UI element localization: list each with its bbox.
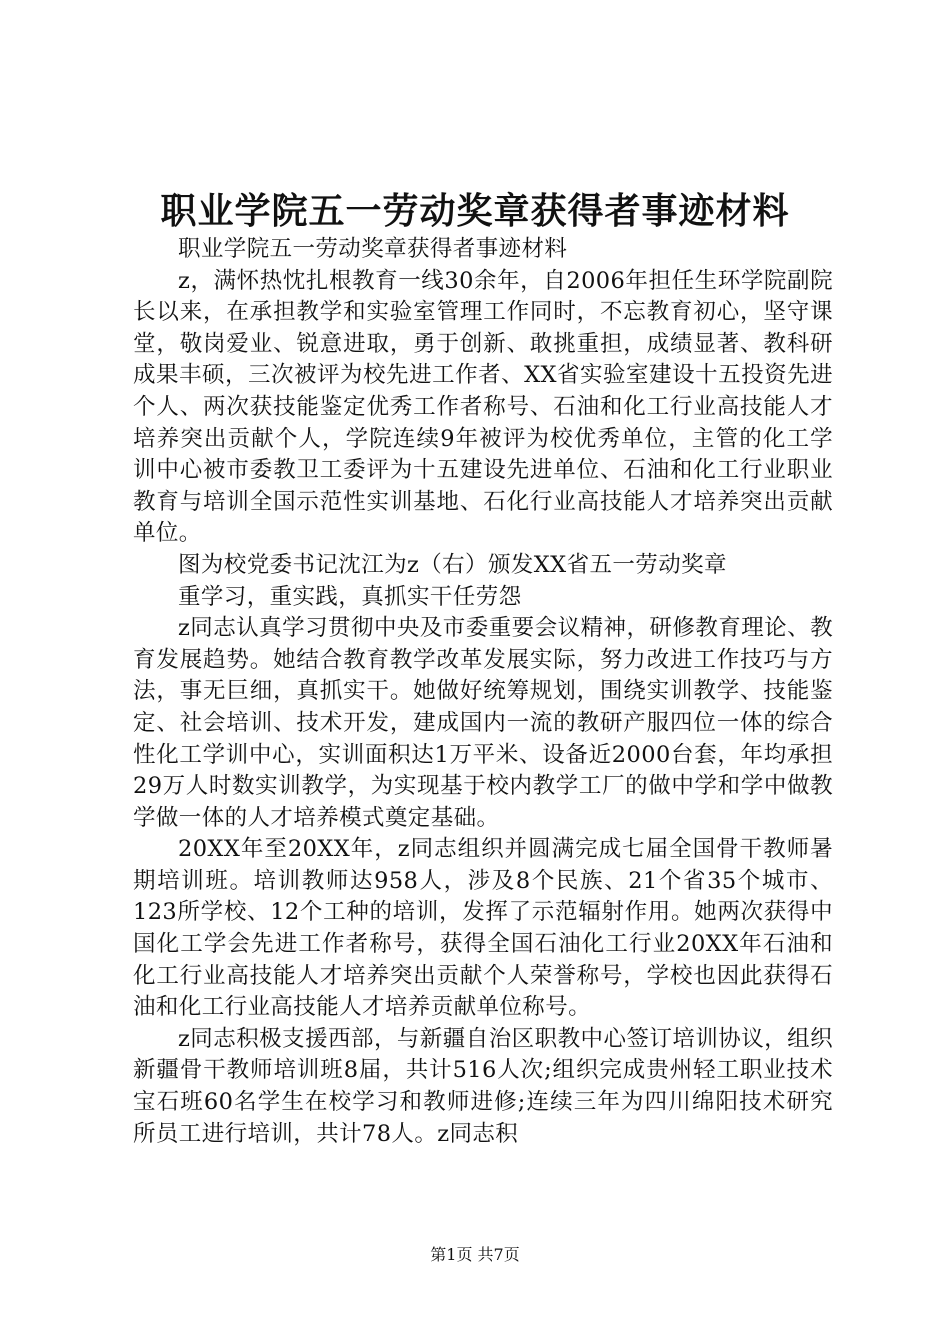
page-footer: 第1页 共7页 xyxy=(430,1245,520,1264)
paragraph-subtitle: 职业学院五一劳动奖章获得者事迹材料 xyxy=(178,236,568,262)
document-title: 职业学院五一劳动奖章获得者事迹材料 xyxy=(160,190,790,232)
paragraph-training-classes: 20XX年至20XX年，z同志组织并圆满完成七届全国骨干教师暑期培训班。培训教师达958人，涉及8个民族、21个省35个城市、123所学校、12个工种的培训，发挥了示范辐射作用。她两次获得中国化工学会先进工作者称号，获得全国石油化工行业20XX年石油和化工行业高技能人才培养突出贡献个人荣誉称号，学校也因此获得石油和化工行业高技能人才培养贡献单位称号。 xyxy=(133,836,833,1021)
paragraph-photo-caption: 图为校党委书记沈江为z（右）颁发XX省五一劳动奖章 xyxy=(178,551,727,578)
paragraph-support-west: z同志积极支援西部，与新疆自治区职教中心签订培训协议，组织新疆骨干教师培训班8届，共计516人次;组织完成贵州轻工职业技术宝石班60名学生在校学习和教师进修;连续三年为四川绵阳技术研究所员工进行培训，共计78人。z同志积 xyxy=(133,1025,833,1147)
document-body xyxy=(133,234,833,1150)
paragraph-study-practice: z同志认真学习贯彻中央及市委重要会议精神，研修教育理论、教育发展趋势。她结合教育教学改革发展实际，努力改进工作技巧与方法，事无巨细，真抓实干。她做好统筹规划，围绕实训教学、技能鉴定、社会培训、技术开发，建成国内一流的教研产服四位一体的综合性化工学训中心，实训面积达1万平米、设备近2000台套，年均承担29万人时数实训教学，为实现基于校内教学工厂的做中学和学中做教学做一体的人才培养模式奠定基础。 xyxy=(133,615,833,831)
paragraph-intro: z，满怀热忱扎根教育一线30余年，自2006年担任生环学院副院长以来，在承担教学和实验室管理工作同时，不忘教育初心，坚守课堂，敬岗爱业、锐意进取，勇于创新、敢挑重担，成绩显著、教科研成果丰硕，三次被评为校先进工作者、XX省实验室建设十五投资先进个人、两次获技能鉴定优秀工作者称号、石油和化工行业高技能人才培养突出贡献个人，学院连续9年被评为校优秀单位，主管的化工学训中心被市委教卫工委评为十五建设先进单位、石油和化工行业职业教育与培训全国示范性实训基地、石化行业高技能人才培养突出贡献单位。 xyxy=(133,267,833,547)
paragraph-section-heading: 重学习，重实践，真抓实干任劳怨 xyxy=(178,583,522,610)
